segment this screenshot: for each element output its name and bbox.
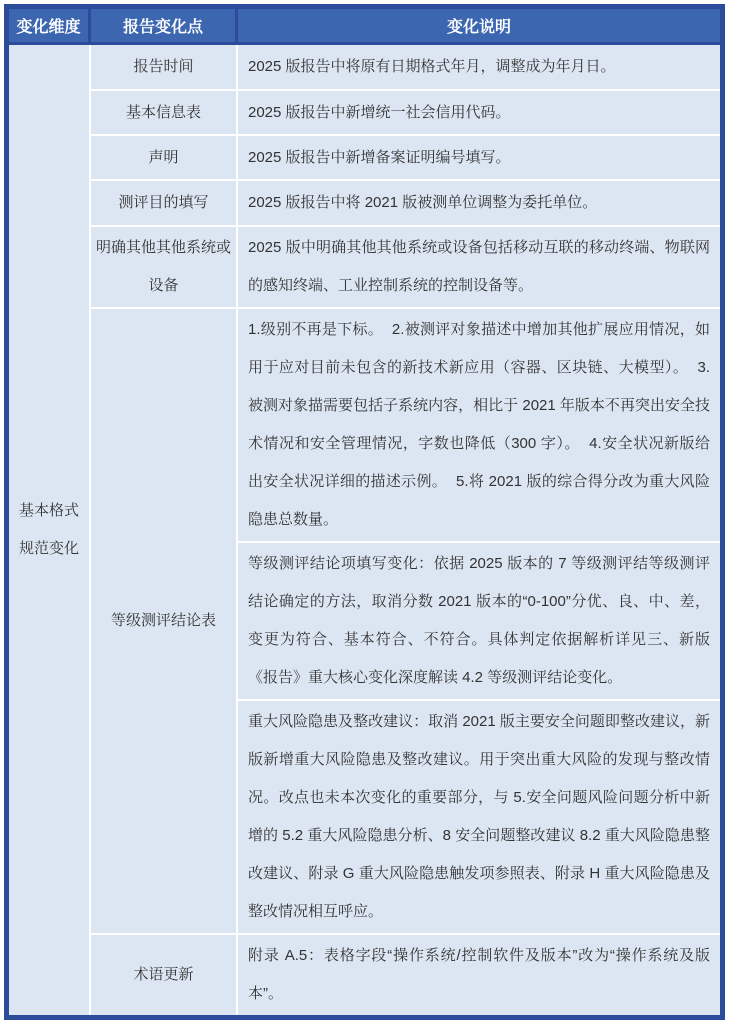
description-cell-paragraph-2: 等级测评结论项填写变化：依据 2025 版本的 7 等级测评结等级测评结论确定的方法，取消分数 2021 版本的“0-100”分优、良、中、差，变更为符合、基本符合、不符合。具体判定依据解析详见三、新版《报告》重大核心变化深度解读 4.2 等级测评结论变化。 [238,543,720,701]
point-cell: 术语更新 [91,935,238,1015]
table-row [9,136,720,181]
table-row [9,45,720,91]
table-row [9,309,720,543]
col-header-description: 变化说明 [238,9,720,45]
table-row [9,935,720,1015]
description-cell: 附录 A.5：表格字段“操作系统/控制软件及版本”改为“操作系统及版本”。 [248,947,710,1002]
description-cell: 2025 版报告中新增统一社会信用代码。 [238,91,720,136]
change-comparison-table [4,4,725,1020]
point-cell: 声明 [91,136,238,181]
table-row [9,227,720,309]
description-cell-paragraph-1: 1.级别不再是下标。 2.被测评对象描述中增加其他扩展应用情况，如用于应对目前未包含的新技术新应用（容器、区块链、大模型）。 3.被测对象描需要包括子系统内容，相比于 2021 年版本不再突出安全技术情况和安全管理情况，字数也降低（300 字）。 4.安全状况新版给出安全状况详细的描述示例。 5.将 2021 版的综合得分改为重大风险隐患总数量。 [238,309,720,543]
point-cell: 测评目的填写 [91,181,238,227]
table-row [9,181,720,227]
description-cell: 2025 版报告中将原有日期格式年月，调整成为年月日。 [238,45,720,91]
description-cell: 2025 版中明确其他其他系统或设备包括移动互联的移动终端、物联网的感知终端、工业控制系统的控制设备等。 [238,227,720,309]
header-row [9,9,720,45]
table-row [9,91,720,136]
point-cell-merged: 等级测评结论表 [91,309,238,935]
point-cell: 报告时间 [91,45,238,91]
point-cell: 明确其他其他系统或设备 [91,227,238,309]
description-cell: 2025 版报告中将 2021 版被测单位调整为委托单位。 [238,181,720,227]
dimension-cell: 基本格式规范变化 [9,45,91,1015]
col-header-point: 报告变化点 [91,9,238,45]
col-header-dimension: 变化维度 [9,9,91,45]
point-cell: 基本信息表 [91,91,238,136]
description-cell: 2025 版报告中新增备案证明编号填写。 [238,136,720,181]
description-cell-paragraph-3: 重大风险隐患及整改建议：取消 2021 版主要安全问题即整改建议，新版新增重大风险隐患及整改建议。用于突出重大风险的发现与整改情况。改点也未本次变化的重要部分，与 5.安全问题风险问题分析中新增的 5.2 重大风险隐患分析、8 安全问题整改建议 8.2 重大风险隐患整改建议、附录 G 重大风险隐患触发项参照表、附录 H 重大风险隐患及整改情况相互呼应。 [238,701,720,935]
